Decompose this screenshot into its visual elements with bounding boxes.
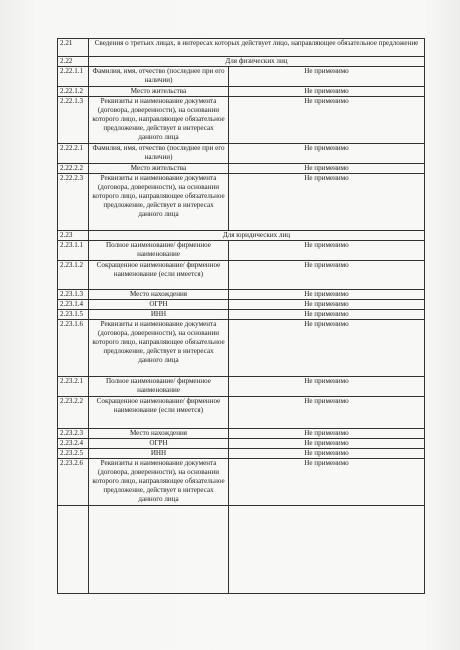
field-value: Не применимо <box>229 320 425 377</box>
field-value: Не применимо <box>229 377 425 397</box>
section-heading: Для физических лиц <box>89 57 425 67</box>
table-row <box>58 506 425 594</box>
field-label: Реквизиты и наименование документа (договора, доверенности), на основании которого лицо, направляющее обязательное предложение, действует в интересах данного лица <box>89 459 229 506</box>
table-row <box>58 449 425 459</box>
field-label: Фамилия, имя, отчество (последнее при его наличии) <box>89 67 229 87</box>
field-value: Не применимо <box>229 67 425 87</box>
field-label: ИНН <box>89 310 229 320</box>
row-number: 2.23.2.1 <box>58 377 89 397</box>
row-number: 2.23.2.2 <box>58 397 89 429</box>
row-number: 2.23.2.4 <box>58 439 89 449</box>
table-row <box>58 439 425 449</box>
row-number: 2.23.1.6 <box>58 320 89 377</box>
field-value: Не применимо <box>229 300 425 310</box>
field-label: Место нахождения <box>89 290 229 300</box>
field-label: ИНН <box>89 449 229 459</box>
table-row <box>58 231 425 241</box>
blank-cell <box>229 506 425 594</box>
row-number: 2.23.1.2 <box>58 261 89 290</box>
row-number: 2.22.1.2 <box>58 87 89 97</box>
table-row <box>58 429 425 439</box>
field-label: Реквизиты и наименование документа (договора, доверенности), на основании которого лицо, направляющее обязательное предложение, действует в интересах данного лица <box>89 97 229 144</box>
field-value: Не применимо <box>229 87 425 97</box>
field-value: Не применимо <box>229 290 425 300</box>
table-row <box>58 57 425 67</box>
table-row <box>58 39 425 57</box>
field-value: Не применимо <box>229 459 425 506</box>
field-value: Не применимо <box>229 164 425 174</box>
field-label: ОГРН <box>89 439 229 449</box>
table-row <box>58 87 425 97</box>
field-value: Не применимо <box>229 174 425 231</box>
field-value: Не применимо <box>229 144 425 164</box>
table-row <box>58 377 425 397</box>
row-number: 2.22.2.2 <box>58 164 89 174</box>
row-number: 2.23.2.6 <box>58 459 89 506</box>
table-row <box>58 261 425 290</box>
table-row <box>58 97 425 144</box>
field-value: Не применимо <box>229 241 425 261</box>
field-label: Сокращенное наименование/ фирменное наименование (если имеется) <box>89 261 229 290</box>
table-row <box>58 174 425 231</box>
row-number: 2.23.1.3 <box>58 290 89 300</box>
table-row <box>58 164 425 174</box>
field-label: Фамилия, имя, отчество (последнее при его наличии) <box>89 144 229 164</box>
field-label: Место жительства <box>89 87 229 97</box>
table-row <box>58 290 425 300</box>
field-value: Не применимо <box>229 310 425 320</box>
blank-cell <box>89 506 229 594</box>
field-label: Реквизиты и наименование документа (договора, доверенности), на основании которого лицо, направляющее обязательное предложение, действует в интересах данного лица <box>89 174 229 231</box>
row-number: 2.23.1.1 <box>58 241 89 261</box>
field-value: Не применимо <box>229 429 425 439</box>
field-label: Полное наименование/ фирменное наименование <box>89 377 229 397</box>
field-value: Не применимо <box>229 439 425 449</box>
field-value: Не применимо <box>229 449 425 459</box>
row-number: 2.23.2.5 <box>58 449 89 459</box>
row-number: 2.22.2.1 <box>58 144 89 164</box>
field-value: Не применимо <box>229 97 425 144</box>
row-number: 2.23.1.4 <box>58 300 89 310</box>
field-label: Реквизиты и наименование документа (договора, доверенности), на основании которого лицо, направляющее обязательное предложение, действует в интересах данного лица <box>89 320 229 377</box>
row-number: 2.22 <box>58 57 89 67</box>
row-number: 2.22.1.3 <box>58 97 89 144</box>
row-number: 2.22.2.3 <box>58 174 89 231</box>
blank-cell <box>58 506 89 594</box>
field-value: Не применимо <box>229 261 425 290</box>
table-row <box>58 144 425 164</box>
table-row <box>58 241 425 261</box>
field-value: Не применимо <box>229 397 425 429</box>
table-row <box>58 459 425 506</box>
table-row <box>58 310 425 320</box>
row-number: 2.22.1.1 <box>58 67 89 87</box>
section-heading: Для юридических лиц <box>89 231 425 241</box>
table-row <box>58 397 425 429</box>
table-row <box>58 320 425 377</box>
table-body <box>58 39 425 594</box>
table-row <box>58 300 425 310</box>
offer-details-table <box>57 38 425 594</box>
table-row <box>58 67 425 87</box>
field-label: ОГРН <box>89 300 229 310</box>
row-number: 2.23.2.3 <box>58 429 89 439</box>
row-number: 2.23.1.5 <box>58 310 89 320</box>
field-label: Сокращенное наименование/ фирменное наименование (если имеется) <box>89 397 229 429</box>
field-label: Место нахождения <box>89 429 229 439</box>
field-label: Место жительства <box>89 164 229 174</box>
section-heading: Сведения о третьих лицах, в интересах которых действует лицо, направляющее обязательное предложение <box>89 39 425 57</box>
row-number: 2.21 <box>58 39 89 57</box>
row-number: 2.23 <box>58 231 89 241</box>
field-label: Полное наименование/ фирменное наименование <box>89 241 229 261</box>
